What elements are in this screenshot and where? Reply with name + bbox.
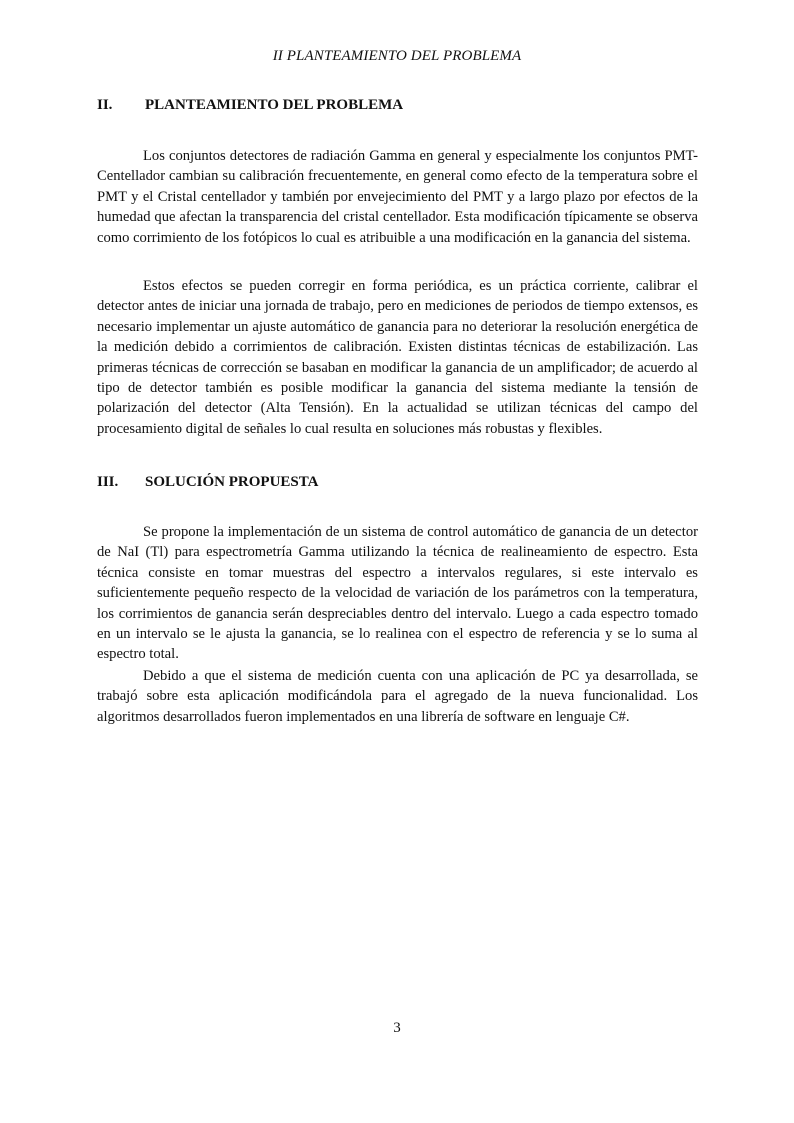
section-title: SOLUCIÓN PROPUESTA — [145, 474, 319, 490]
running-header: II PLANTEAMIENTO DEL PROBLEMA — [272, 48, 522, 64]
section-heading-ii — [97, 97, 403, 114]
paragraph-3: Se propone la implementación de un sistema de control automático de ganancia de un detector de NaI (Tl) para espectrometría Gamma utilizando la técnica de realineamiento de espectro. Esta técnica consiste en tomar muestras del espectro a intervalos regulares, si este intervalo es suficientemente pequeño respecto de la velocidad de variación de los parámetros con la temperatura, los corrimientos de ganancia serán despreciables dentro del intervalo. Luego a cada espectro tomado en un intervalo se le ajusta la ganancia, se lo realinea con el espectro de referencia y se lo suma al espectro total. — [97, 524, 698, 663]
paragraph-1: Los conjuntos detectores de radiación Gamma en general y especialmente los conjuntos PMT-Centellador cambian su calibración frecuentemente, en general como efecto de la temperatura sobre el PMT y el Cristal centellador y también por envejecimiento del PMT y a largo plazo por efectos de la humedad que afectan la transparencia del cristal centellador. Esta modificación típicamente se observa como corrimiento de los fotópicos lo cual es atribuible a una modificación en la ganancia del sistema. — [97, 148, 698, 246]
section-number: III. — [97, 474, 119, 490]
paragraph-2: Estos efectos se pueden corregir en forma periódica, es un práctica corriente, calibrar el detector antes de iniciar una jornada de trabajo, pero en mediciones de periodos de tiempo extensos, es necesario implementar un ajuste automático de ganancia para no deteriorar la resolución energética de la medición debido a corrimientos de calibración. Existen distintas técnicas de estabilización. Las primeras técnicas de corrección se basaban en modificar la ganancia de un amplificador; de acuerdo al tipo de detector también es posible modificar la ganancia del sistema mediante la tensión de polarización del detector (Alta Tensión). En la actualidad se utilizan técnicas del campo del procesamiento digital de señales lo cual resulta en soluciones más robustas y flexibles. — [97, 278, 698, 437]
paragraph-4: Debido a que el sistema de medición cuenta con una aplicación de PC ya desarrollada, se trabajó sobre esta aplicación modificándola para el agregado de la nueva funcionalidad. Los algoritmos desarrollados fueron implementados en una librería de software en lenguaje C#. — [97, 668, 698, 725]
section-title: PLANTEAMIENTO DEL PROBLEMA — [145, 97, 404, 113]
section-number: II. — [97, 97, 113, 113]
section-heading-iii — [97, 474, 319, 491]
page-number: 3 — [393, 1020, 401, 1036]
